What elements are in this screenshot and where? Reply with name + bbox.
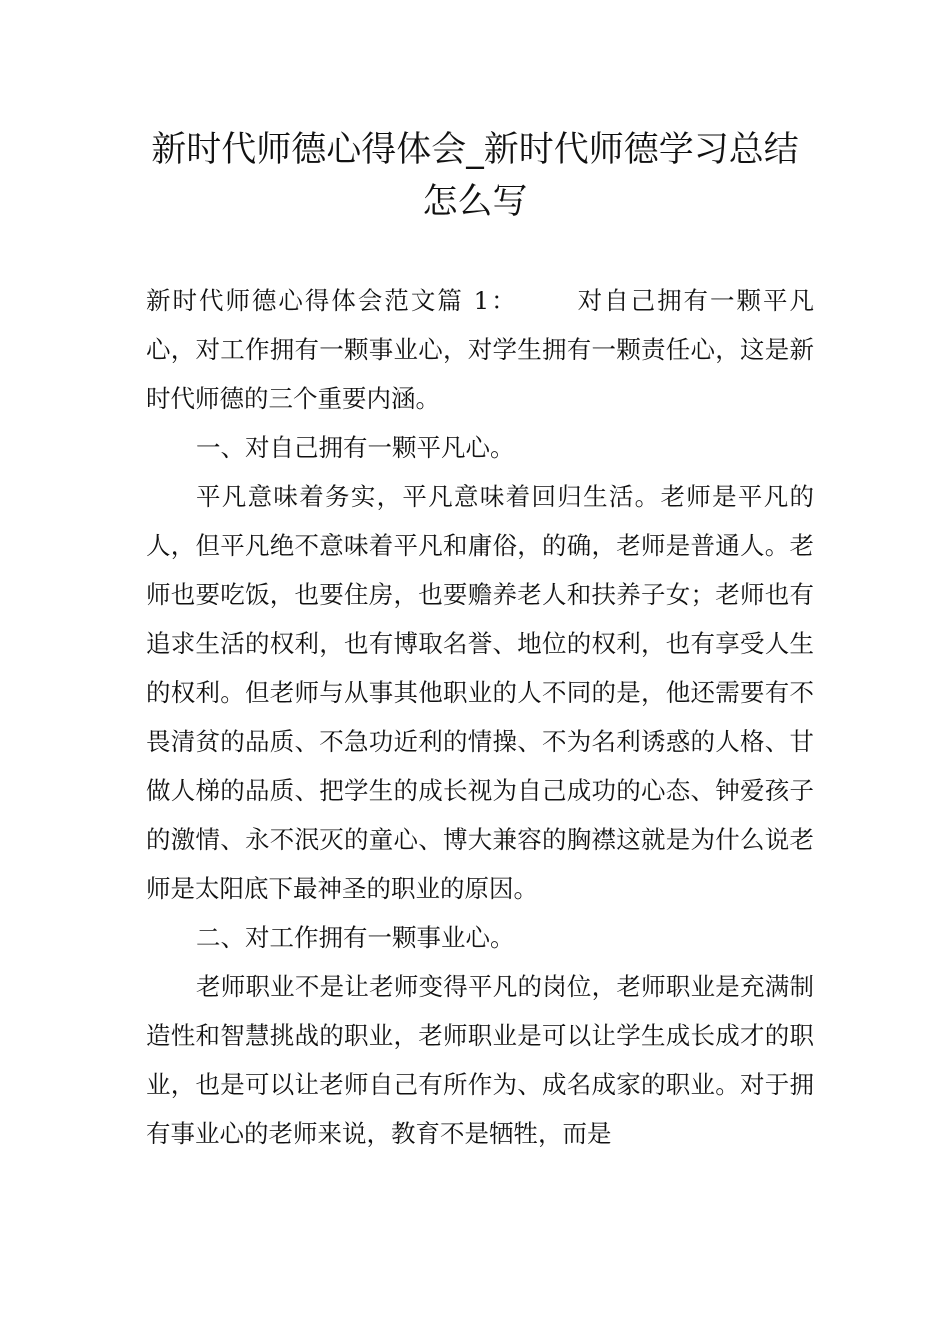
intro-label: 新时代师德心得体会范文篇 1： [146,286,518,315]
title-line-1: 新时代师德心得体会_新时代师德学习总结 [151,130,799,170]
document-body [146,276,814,1158]
section-heading-1: 一、对自己拥有一颗平凡心。 [196,433,515,462]
section-paragraph-1: 平凡意味着务实，平凡意味着回归生活。老师是平凡的人，但平凡绝不意味着平凡和庸俗，的确，老师是普通人。老师也要吃饭，也要住房，也要赡养老人和扶养子女；老师也有追求生活的权利，也有博取名誉、地位的权利，也有享受人生的权利。但老师与从事其他职业的人不同的是，他还需要有不畏清贫的品质、不急功近利的情操、不为名利诱惑的人格、甘做人梯的品质、把学生的成长视为自己成功的心态、钟爱孩子的激情、永不泯灭的童心、博大兼容的胸襟这就是为什么说老师是太阳底下最神圣的职业的原因。 [146,482,814,903]
intro-text: 对自己拥有一颗平凡心，对工作拥有一颗事业心，对学生拥有一颗责任心，这是新时代师德的三个重要内涵。 [146,286,814,413]
intro-paragraph [146,276,814,423]
document-title [120,124,830,228]
section-paragraph-2: 老师职业不是让老师变得平凡的岗位，老师职业是充满制造性和智慧挑战的职业，老师职业是可以让学生成长成才的职业，也是可以让老师自己有所作为、成名成家的职业。对于拥有事业心的老师来说，教育不是牺牲，而是 [146,972,814,1148]
title-line-2: 怎么写 [422,182,528,222]
section-heading-2: 二、对工作拥有一颗事业心。 [196,923,515,952]
